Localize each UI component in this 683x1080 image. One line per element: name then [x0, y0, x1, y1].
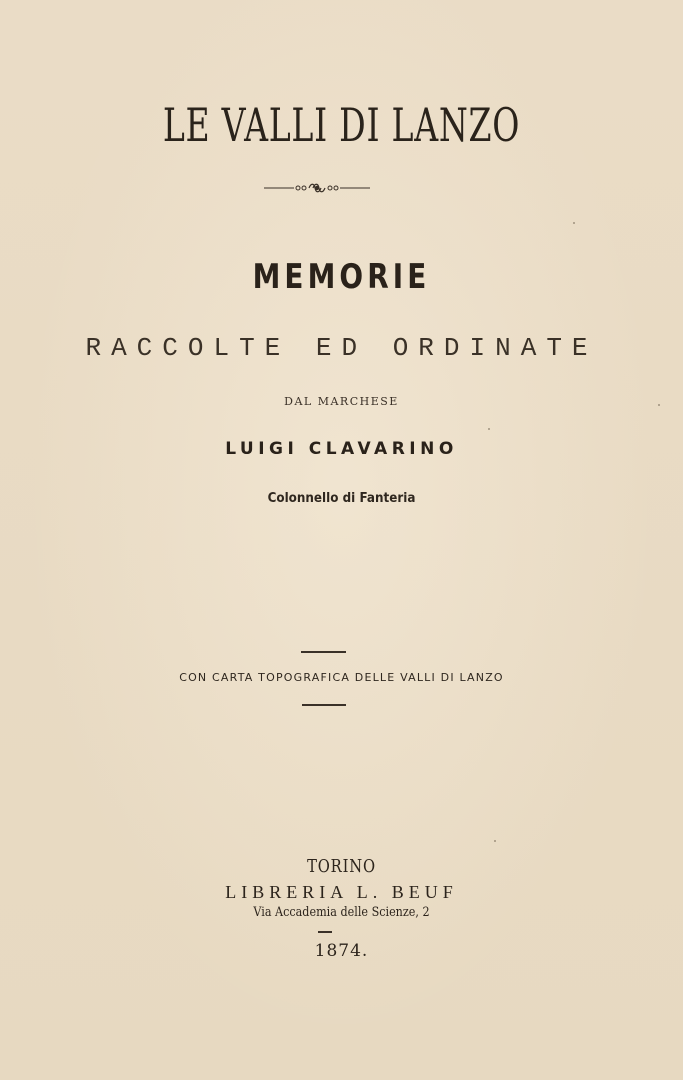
book-title: LE VALLI DI LANZO	[162, 98, 521, 152]
imprint-address: Via Accademia delle Scienze, 2	[253, 905, 430, 920]
divider-rule-top	[301, 651, 346, 653]
imprint-year: 1874.	[314, 941, 369, 961]
author-rank: Colonnello di Fanteria	[267, 491, 416, 506]
subtitle-raccolte: RACCOLTE ED ORDINATE	[85, 333, 598, 363]
paper-speck	[494, 840, 496, 842]
map-note: CON CARTA TOPOGRAFICA DELLE VALLI DI LANZO	[179, 671, 504, 684]
paper-speck	[488, 428, 490, 430]
paper-speck	[658, 404, 660, 406]
imprint-city: TORINO	[307, 856, 376, 877]
flourish-divider-icon	[264, 181, 370, 195]
paper-speck	[573, 222, 575, 224]
imprint-dash	[318, 931, 332, 933]
author-name: LUIGI CLAVARINO	[225, 439, 458, 459]
imprint-publisher: LIBRERIA L. BEUF	[225, 882, 458, 902]
divider-rule-bottom	[302, 704, 346, 706]
memorie-heading: MEMORIE	[252, 257, 431, 297]
by-line: DAL MARCHESE	[284, 395, 399, 408]
